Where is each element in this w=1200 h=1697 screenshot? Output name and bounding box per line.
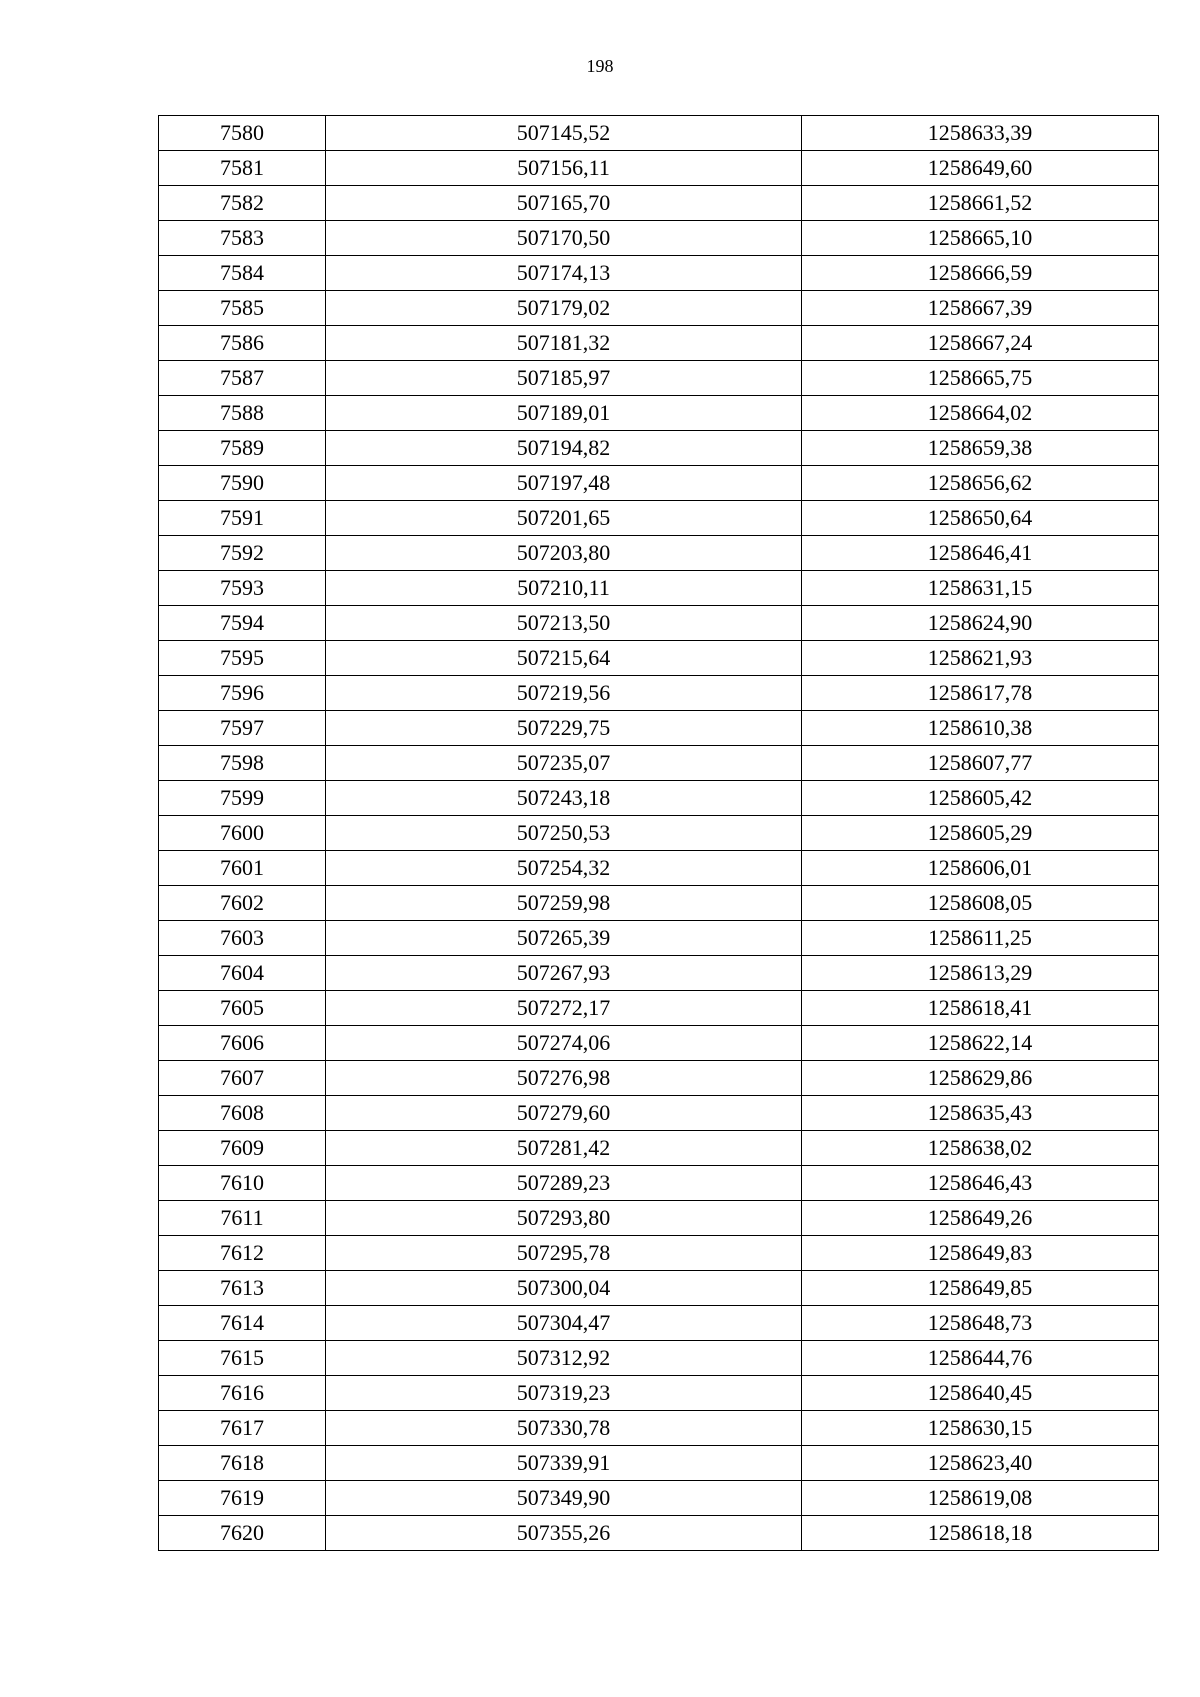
x-coordinate-cell: 507235,07 (326, 746, 802, 781)
y-coordinate-cell: 1258664,02 (802, 396, 1159, 431)
x-coordinate-cell: 507254,32 (326, 851, 802, 886)
point-number-cell: 7594 (159, 606, 326, 641)
table-row (159, 1096, 1159, 1131)
table-row (159, 1341, 1159, 1376)
table-row (159, 396, 1159, 431)
x-coordinate-cell: 507250,53 (326, 816, 802, 851)
point-number-cell: 7593 (159, 571, 326, 606)
table-row (159, 186, 1159, 221)
point-number-cell: 7610 (159, 1166, 326, 1201)
x-coordinate-cell: 507181,32 (326, 326, 802, 361)
table-row (159, 1516, 1159, 1551)
x-coordinate-cell: 507213,50 (326, 606, 802, 641)
table-row (159, 291, 1159, 326)
x-coordinate-cell: 507229,75 (326, 711, 802, 746)
y-coordinate-cell: 1258608,05 (802, 886, 1159, 921)
x-coordinate-cell: 507339,91 (326, 1446, 802, 1481)
point-number-cell: 7604 (159, 956, 326, 991)
x-coordinate-cell: 507170,50 (326, 221, 802, 256)
point-number-cell: 7601 (159, 851, 326, 886)
x-coordinate-cell: 507279,60 (326, 1096, 802, 1131)
y-coordinate-cell: 1258607,77 (802, 746, 1159, 781)
x-coordinate-cell: 507179,02 (326, 291, 802, 326)
y-coordinate-cell: 1258659,38 (802, 431, 1159, 466)
x-coordinate-cell: 507274,06 (326, 1026, 802, 1061)
table-row (159, 991, 1159, 1026)
x-coordinate-cell: 507145,52 (326, 116, 802, 151)
y-coordinate-cell: 1258624,90 (802, 606, 1159, 641)
x-coordinate-cell: 507319,23 (326, 1376, 802, 1411)
y-coordinate-cell: 1258621,93 (802, 641, 1159, 676)
y-coordinate-cell: 1258618,18 (802, 1516, 1159, 1551)
x-coordinate-cell: 507289,23 (326, 1166, 802, 1201)
table-row (159, 326, 1159, 361)
point-number-cell: 7591 (159, 501, 326, 536)
x-coordinate-cell: 507189,01 (326, 396, 802, 431)
y-coordinate-cell: 1258613,29 (802, 956, 1159, 991)
table-row (159, 431, 1159, 466)
table-row (159, 851, 1159, 886)
point-number-cell: 7614 (159, 1306, 326, 1341)
point-number-cell: 7590 (159, 466, 326, 501)
point-number-cell: 7581 (159, 151, 326, 186)
table-row (159, 151, 1159, 186)
x-coordinate-cell: 507156,11 (326, 151, 802, 186)
x-coordinate-cell: 507281,42 (326, 1131, 802, 1166)
x-coordinate-cell: 507300,04 (326, 1271, 802, 1306)
table-row (159, 956, 1159, 991)
y-coordinate-cell: 1258640,45 (802, 1376, 1159, 1411)
x-coordinate-cell: 507312,92 (326, 1341, 802, 1376)
y-coordinate-cell: 1258646,41 (802, 536, 1159, 571)
table-row (159, 1306, 1159, 1341)
point-number-cell: 7592 (159, 536, 326, 571)
y-coordinate-cell: 1258665,10 (802, 221, 1159, 256)
y-coordinate-cell: 1258661,52 (802, 186, 1159, 221)
y-coordinate-cell: 1258606,01 (802, 851, 1159, 886)
y-coordinate-cell: 1258644,76 (802, 1341, 1159, 1376)
x-coordinate-cell: 507174,13 (326, 256, 802, 291)
y-coordinate-cell: 1258649,60 (802, 151, 1159, 186)
y-coordinate-cell: 1258605,42 (802, 781, 1159, 816)
y-coordinate-cell: 1258635,43 (802, 1096, 1159, 1131)
x-coordinate-cell: 507165,70 (326, 186, 802, 221)
x-coordinate-cell: 507215,64 (326, 641, 802, 676)
y-coordinate-cell: 1258617,78 (802, 676, 1159, 711)
y-coordinate-cell: 1258622,14 (802, 1026, 1159, 1061)
point-number-cell: 7609 (159, 1131, 326, 1166)
point-number-cell: 7584 (159, 256, 326, 291)
point-number-cell: 7595 (159, 641, 326, 676)
point-number-cell: 7619 (159, 1481, 326, 1516)
y-coordinate-cell: 1258649,26 (802, 1201, 1159, 1236)
coordinates-table-body (159, 116, 1159, 1551)
x-coordinate-cell: 507203,80 (326, 536, 802, 571)
table-row (159, 676, 1159, 711)
table-row (159, 501, 1159, 536)
point-number-cell: 7603 (159, 921, 326, 956)
point-number-cell: 7597 (159, 711, 326, 746)
point-number-cell: 7580 (159, 116, 326, 151)
table-row (159, 781, 1159, 816)
y-coordinate-cell: 1258631,15 (802, 571, 1159, 606)
y-coordinate-cell: 1258667,39 (802, 291, 1159, 326)
x-coordinate-cell: 507197,48 (326, 466, 802, 501)
point-number-cell: 7616 (159, 1376, 326, 1411)
y-coordinate-cell: 1258605,29 (802, 816, 1159, 851)
x-coordinate-cell: 507272,17 (326, 991, 802, 1026)
table-row (159, 1271, 1159, 1306)
x-coordinate-cell: 507355,26 (326, 1516, 802, 1551)
y-coordinate-cell: 1258650,64 (802, 501, 1159, 536)
point-number-cell: 7587 (159, 361, 326, 396)
point-number-cell: 7618 (159, 1446, 326, 1481)
x-coordinate-cell: 507295,78 (326, 1236, 802, 1271)
x-coordinate-cell: 507219,56 (326, 676, 802, 711)
table-row (159, 921, 1159, 956)
point-number-cell: 7596 (159, 676, 326, 711)
table-row (159, 1201, 1159, 1236)
y-coordinate-cell: 1258666,59 (802, 256, 1159, 291)
point-number-cell: 7607 (159, 1061, 326, 1096)
point-number-cell: 7586 (159, 326, 326, 361)
table-row (159, 1131, 1159, 1166)
point-number-cell: 7617 (159, 1411, 326, 1446)
table-row (159, 606, 1159, 641)
point-number-cell: 7599 (159, 781, 326, 816)
x-coordinate-cell: 507304,47 (326, 1306, 802, 1341)
y-coordinate-cell: 1258649,85 (802, 1271, 1159, 1306)
table-row (159, 466, 1159, 501)
coordinates-table (158, 115, 1159, 1551)
point-number-cell: 7613 (159, 1271, 326, 1306)
point-number-cell: 7582 (159, 186, 326, 221)
y-coordinate-cell: 1258623,40 (802, 1446, 1159, 1481)
x-coordinate-cell: 507201,65 (326, 501, 802, 536)
y-coordinate-cell: 1258665,75 (802, 361, 1159, 396)
table-row (159, 116, 1159, 151)
point-number-cell: 7589 (159, 431, 326, 466)
point-number-cell: 7615 (159, 1341, 326, 1376)
table-row (159, 816, 1159, 851)
y-coordinate-cell: 1258646,43 (802, 1166, 1159, 1201)
x-coordinate-cell: 507267,93 (326, 956, 802, 991)
y-coordinate-cell: 1258648,73 (802, 1306, 1159, 1341)
table-row (159, 256, 1159, 291)
point-number-cell: 7598 (159, 746, 326, 781)
point-number-cell: 7583 (159, 221, 326, 256)
table-row (159, 1061, 1159, 1096)
y-coordinate-cell: 1258667,24 (802, 326, 1159, 361)
x-coordinate-cell: 507265,39 (326, 921, 802, 956)
x-coordinate-cell: 507293,80 (326, 1201, 802, 1236)
table-row (159, 1411, 1159, 1446)
x-coordinate-cell: 507210,11 (326, 571, 802, 606)
point-number-cell: 7588 (159, 396, 326, 431)
point-number-cell: 7606 (159, 1026, 326, 1061)
x-coordinate-cell: 507349,90 (326, 1481, 802, 1516)
table-row (159, 361, 1159, 396)
y-coordinate-cell: 1258633,39 (802, 116, 1159, 151)
x-coordinate-cell: 507194,82 (326, 431, 802, 466)
x-coordinate-cell: 507330,78 (326, 1411, 802, 1446)
y-coordinate-cell: 1258630,15 (802, 1411, 1159, 1446)
table-row (159, 1446, 1159, 1481)
y-coordinate-cell: 1258638,02 (802, 1131, 1159, 1166)
table-row (159, 1236, 1159, 1271)
table-row (159, 886, 1159, 921)
y-coordinate-cell: 1258649,83 (802, 1236, 1159, 1271)
page-number: 198 (586, 56, 614, 76)
point-number-cell: 7611 (159, 1201, 326, 1236)
x-coordinate-cell: 507185,97 (326, 361, 802, 396)
x-coordinate-cell: 507259,98 (326, 886, 802, 921)
table-row (159, 1481, 1159, 1516)
table-row (159, 1026, 1159, 1061)
point-number-cell: 7600 (159, 816, 326, 851)
table-row (159, 711, 1159, 746)
y-coordinate-cell: 1258610,38 (802, 711, 1159, 746)
table-row (159, 746, 1159, 781)
x-coordinate-cell: 507243,18 (326, 781, 802, 816)
table-row (159, 641, 1159, 676)
y-coordinate-cell: 1258611,25 (802, 921, 1159, 956)
table-row (159, 536, 1159, 571)
table-row (159, 1376, 1159, 1411)
x-coordinate-cell: 507276,98 (326, 1061, 802, 1096)
y-coordinate-cell: 1258619,08 (802, 1481, 1159, 1516)
point-number-cell: 7602 (159, 886, 326, 921)
y-coordinate-cell: 1258629,86 (802, 1061, 1159, 1096)
point-number-cell: 7605 (159, 991, 326, 1026)
table-row (159, 221, 1159, 256)
table-row (159, 571, 1159, 606)
table-row (159, 1166, 1159, 1201)
y-coordinate-cell: 1258618,41 (802, 991, 1159, 1026)
point-number-cell: 7608 (159, 1096, 326, 1131)
point-number-cell: 7612 (159, 1236, 326, 1271)
point-number-cell: 7620 (159, 1516, 326, 1551)
y-coordinate-cell: 1258656,62 (802, 466, 1159, 501)
point-number-cell: 7585 (159, 291, 326, 326)
